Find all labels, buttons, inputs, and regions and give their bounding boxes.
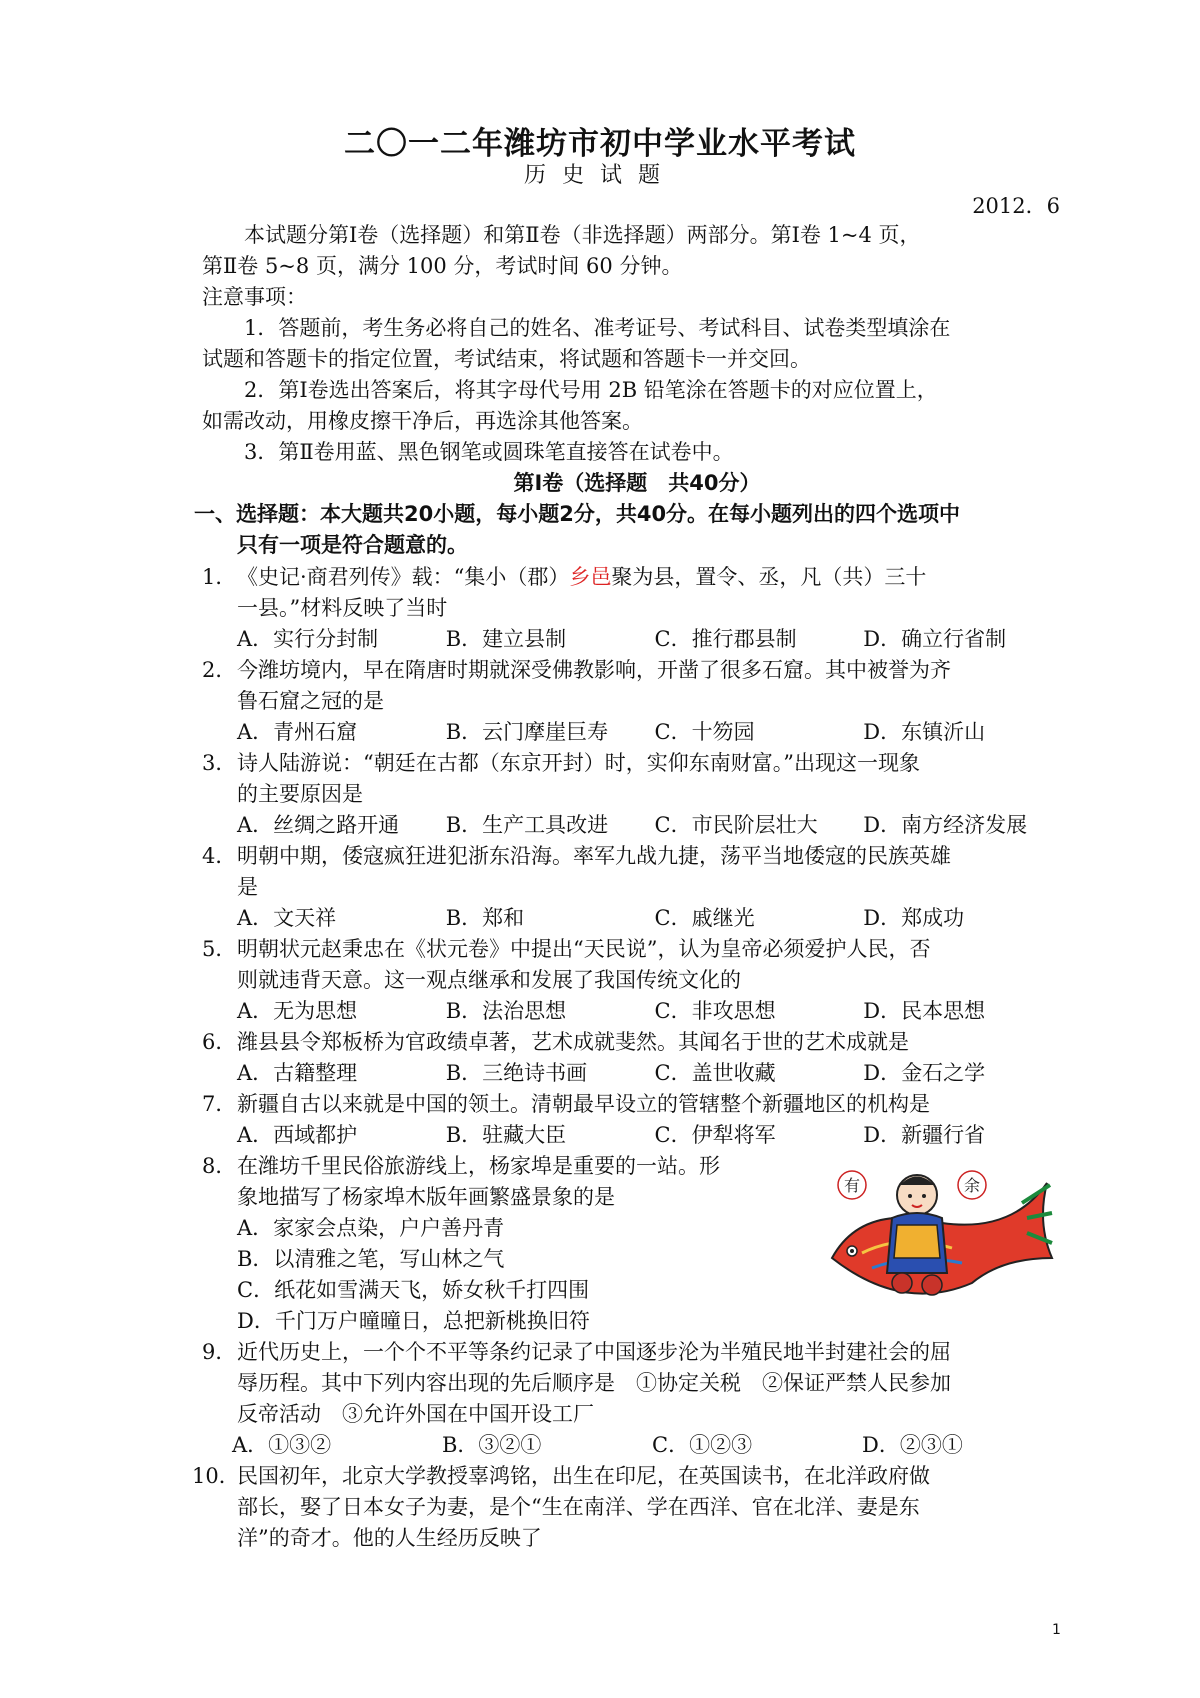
notice-item: 试题和答题卡的指定位置，考试结束，将试题和答题卡一并交回。	[202, 347, 811, 371]
question-5	[202, 934, 1072, 965]
options-row	[202, 810, 1072, 841]
question-number: 5．	[202, 937, 237, 961]
page-number: 1	[1052, 1622, 1061, 1638]
question-number: 10．	[192, 1464, 240, 1488]
question-text: 《史记·商君列传》载：“集小（郡）	[237, 565, 570, 589]
question-text: 今潍坊境内，早在隋唐时期就深受佛教影响，开凿了很多石窟。其中被誉为齐	[237, 658, 951, 682]
question-text: 则就违背天意。这一观点继承和发展了我国传统文化的	[237, 968, 741, 992]
question-number: 9．	[202, 1340, 237, 1364]
intro-block	[202, 220, 1072, 468]
section-heading: 第Ⅰ卷（选择题 共40分）	[513, 471, 761, 495]
option-d[interactable]: D．千门万户曈曈日，总把新桃换旧符	[237, 1309, 590, 1333]
question-2	[202, 655, 1072, 686]
question-10	[192, 1461, 1072, 1492]
options-row	[202, 624, 1072, 655]
option-b[interactable]: B．生产工具改进	[445, 813, 609, 837]
intro-line: 第Ⅱ卷 5~8 页，满分 100 分，考试时间 60 分钟。	[202, 254, 683, 278]
question-text: 明朝中期，倭寇疯狂进犯浙东沿海。率军九战九捷，荡平当地倭寇的民族英雄	[237, 844, 951, 868]
options-row	[202, 717, 1072, 748]
question-text: 新疆自古以来就是中国的领土。清朝最早设立的管辖整个新疆地区的机构是	[237, 1092, 930, 1116]
question-text: 的主要原因是	[237, 782, 363, 806]
options-row	[202, 1430, 1072, 1461]
question-number: 7．	[202, 1092, 237, 1116]
notice-item: 2．第Ⅰ卷选出答案后，将其字母代号用 2B 铅笔涂在答题卡的对应位置上，	[244, 378, 938, 402]
question-text: 近代历史上，一个个不平等条约记录了中国逐步沦为半殖民地半封建社会的屈	[237, 1340, 951, 1364]
option-c[interactable]: C．盖世收藏	[654, 1061, 776, 1085]
question-number: 3．	[202, 751, 237, 775]
option-c[interactable]: C．十笏园	[654, 720, 755, 744]
question-text: 聚为县，置令、丞，凡（共）三十	[611, 565, 927, 589]
option-b[interactable]: B．法治思想	[445, 999, 567, 1023]
option-c[interactable]: C．市民阶层壮大	[654, 813, 818, 837]
option-c[interactable]: C．推行郡县制	[654, 627, 797, 651]
question-text: 民国初年，北京大学教授辜鸿铭，出生在印尼，在英国读书，在北洋政府做	[237, 1464, 930, 1488]
question-number: 6．	[202, 1030, 237, 1054]
question-text: 诗人陆游说：“朝廷在古都（东京开封）时，实仰东南财富。”出现这一现象	[237, 751, 920, 775]
question-number: 8．	[202, 1154, 237, 1178]
option-c[interactable]: C．①②③	[652, 1433, 753, 1457]
option-a[interactable]: A．丝绸之路开通	[237, 813, 400, 837]
question-4	[202, 841, 1072, 872]
option-a[interactable]: A．青州石窟	[237, 720, 358, 744]
exam-title: 二〇一二年潍坊市初中学业水平考试	[344, 126, 856, 162]
option-d[interactable]: D．郑成功	[863, 906, 965, 930]
notice-label: 注意事项：	[202, 285, 307, 309]
options-row	[202, 996, 1072, 1027]
notice-item: 1．答题前，考生务必将自己的姓名、准考证号、考试科目、试卷类型填涂在	[244, 316, 951, 340]
options-row	[202, 1120, 1072, 1151]
notice-item: 如需改动，用橡皮擦干净后，再选涂其他答案。	[202, 409, 643, 433]
exam-subtitle: 历史试题	[523, 163, 676, 188]
section-instructions: 只有一项是符合题意的。	[237, 533, 468, 557]
options-row	[202, 903, 1072, 934]
intro-line: 本试题分第Ⅰ卷（选择题）和第Ⅱ卷（非选择题）两部分。第Ⅰ卷 1~4 页，	[244, 223, 921, 247]
highlighted-term: 乡邑	[569, 565, 612, 589]
option-a[interactable]: A．古籍整理	[237, 1061, 358, 1085]
question-number: 2．	[202, 658, 237, 682]
question-3	[202, 748, 1072, 779]
option-d[interactable]: D．南方经济发展	[863, 813, 1028, 837]
nianhua-char-left: 有	[843, 1176, 861, 1195]
option-d[interactable]: D．新疆行省	[863, 1123, 986, 1147]
option-d[interactable]: D．民本思想	[863, 999, 986, 1023]
option-d[interactable]: D．确立行省制	[863, 627, 1007, 651]
section-instructions: 一、选择题：本大题共20小题，每小题2分，共40分。在每小题列出的四个选项中	[194, 502, 961, 526]
option-c[interactable]: C．纸花如雪满天飞，娇女秋千打四围	[237, 1278, 590, 1302]
question-text: 是	[237, 875, 258, 899]
option-a[interactable]: A．家家会点染，户户善丹青	[237, 1216, 505, 1240]
question-text: 一县。”材料反映了当时	[237, 596, 448, 620]
option-b[interactable]: B．云门摩崖巨寿	[445, 720, 609, 744]
question-text: 辱历程。其中下列内容出现的先后顺序是 ①协定关税 ②保证严禁人民参加	[237, 1371, 951, 1395]
question-text: 潍县县令郑板桥为官政绩卓著，艺术成就斐然。其闻名于世的艺术成就是	[237, 1030, 909, 1054]
questions-block	[192, 562, 1072, 1554]
question-1	[202, 562, 1072, 593]
question-text: 鲁石窟之冠的是	[237, 689, 384, 713]
option-a[interactable]: A．无为思想	[237, 999, 358, 1023]
question-text: 明朝状元赵秉忠在《状元卷》中提出“天民说”，认为皇帝必须爱护人民，否	[237, 937, 931, 961]
section-heading-block	[194, 468, 1072, 561]
exam-date: 2012．6	[972, 194, 1060, 218]
notice-item: 3．第Ⅱ卷用蓝、黑色钢笔或圆珠笔直接答在试卷中。	[244, 440, 734, 464]
nianhua-illustration	[822, 1163, 1062, 1313]
option-b[interactable]: B．驻藏大臣	[445, 1123, 567, 1147]
options-row	[202, 1058, 1072, 1089]
question-text: 象地描写了杨家埠木版年画繁盛景象的是	[237, 1185, 615, 1209]
question-7	[202, 1089, 1072, 1120]
question-6	[202, 1027, 1072, 1058]
option-a[interactable]: A．西域都护	[237, 1123, 358, 1147]
option-b[interactable]: B．三绝诗书画	[445, 1061, 588, 1085]
option-a[interactable]: A．①③②	[232, 1433, 332, 1457]
question-text: 部长，娶了日本女子为妻，是个“生在南洋、学在西洋、官在北洋、妻是东	[237, 1495, 920, 1519]
option-b[interactable]: B．③②①	[442, 1433, 542, 1457]
option-d[interactable]: D．金石之学	[863, 1061, 986, 1085]
option-d[interactable]: D．②③①	[862, 1433, 963, 1457]
option-a[interactable]: A．实行分封制	[237, 627, 379, 651]
option-b[interactable]: B．以清雅之笔，写山林之气	[237, 1247, 505, 1271]
option-b[interactable]: B．郑和	[445, 906, 525, 930]
nianhua-char-right: 余	[963, 1176, 981, 1195]
question-9	[202, 1337, 1072, 1368]
question-text: 反帝活动 ③允许外国在中国开设工厂	[237, 1402, 594, 1426]
option-a[interactable]: A．文天祥	[237, 906, 337, 930]
option-c[interactable]: C．伊犁将军	[654, 1123, 776, 1147]
option-d[interactable]: D．东镇沂山	[863, 720, 986, 744]
question-text: 洋”的奇才。他的人生经历反映了	[237, 1526, 542, 1550]
question-text: 在潍坊千里民俗旅游线上，杨家埠是重要的一站。形	[237, 1154, 720, 1178]
question-number: 4．	[202, 844, 237, 868]
option-c[interactable]: C．戚继光	[654, 906, 755, 930]
option-b[interactable]: B．建立县制	[445, 627, 567, 651]
question-number: 1．	[202, 565, 237, 589]
option-c[interactable]: C．非攻思想	[654, 999, 776, 1023]
